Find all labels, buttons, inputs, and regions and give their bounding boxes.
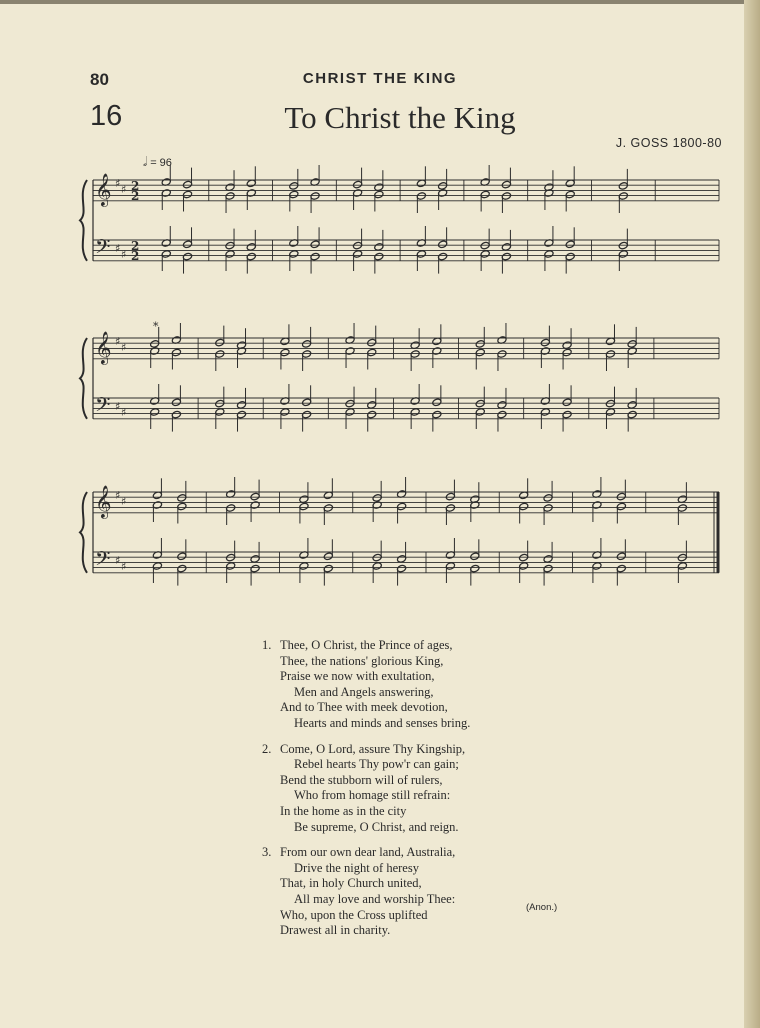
tempo-value: = 96 [150,157,172,169]
verse-line: Drive the night of heresy [294,860,419,875]
sharp-icon: ♯ [115,335,121,348]
section-title: CHRIST THE KING [302,70,458,87]
verse-line: All may love and worship Thee: [294,891,456,906]
verse-line: That, in holy Church united, [280,876,422,891]
verse-line: Hearts and minds and senses bring. [294,715,471,730]
verse-line: Thee, the nations' glorious King, [280,653,444,668]
verse-line: And to Thee with meek devotion, [280,700,448,715]
verse-number: 2. [262,741,272,756]
sharp-icon: ♯ [121,560,127,573]
verse-3 [262,845,470,939]
sharp-icon: ♯ [121,495,127,508]
brace [80,492,87,573]
time-signature: 2 [131,179,140,193]
sharp-icon: ♯ [121,406,127,419]
music-system-2 [0,318,760,448]
time-signature: 2 [131,249,140,263]
hymn-number: 16 [90,100,123,132]
brace [80,180,87,261]
hymn-title: To Christ the King [284,100,516,135]
sharp-icon: ♯ [121,341,127,354]
sharp-icon: ♯ [121,248,127,261]
verse-line: Bend the stubborn will of rulers, [280,772,443,787]
verse-line: Rebel hearts Thy pow'r can gain; [294,757,459,772]
verse-line: Be supreme, O Christ, and reign. [294,819,459,834]
sharp-icon: ♯ [115,177,121,190]
verse-line: Who, upon the Cross uplifted [280,907,428,922]
time-signature: 2 [131,189,140,203]
composer-credit: J. GOSS 1800-80 [615,136,722,150]
half-note-icon: 𝅗𝅥 [143,154,148,169]
sharp-icon: ♯ [115,554,121,567]
brace [80,338,87,419]
verse-line: Drawest all in charity. [280,923,391,938]
verse-number: 3. [262,845,272,860]
page-top-edge [0,0,760,4]
treble-clef-icon: 𝄞 [95,173,112,206]
time-signature: 2 [131,239,140,253]
hymn-verses [262,638,471,949]
verse-line: Who from homage still refrain: [294,788,451,803]
breath-marker: * [153,320,159,333]
bass-clef-icon: 𝄢 [95,393,111,421]
verse-line: 1. Thee, O Christ, the Prince of ages, [262,638,453,652]
verse-line: Men and Angels answering, [294,684,434,699]
attribution: (Anon.) [526,902,558,913]
sharp-icon: ♯ [115,489,121,502]
sharp-icon: ♯ [115,400,121,413]
page-number: 80 [90,70,109,89]
verse-number: 1. [262,638,272,652]
sharp-icon: ♯ [115,242,121,255]
verse-1 [262,638,471,732]
sharp-icon: ♯ [121,183,127,196]
treble-clef-icon: 𝄞 [95,485,112,518]
bass-clef-icon: 𝄢 [95,235,111,263]
verse-line: Praise we now with exultation, [280,669,435,684]
music-system-1 [0,160,760,290]
treble-clef-icon: 𝄞 [95,331,112,364]
music-system-3 [0,472,760,602]
verse-line: In the home as in the city [280,803,407,818]
verse-line: 2. Come, O Lord, assure Thy Kingship, [262,741,466,756]
verse-2 [262,741,470,836]
bass-clef-icon: 𝄢 [95,547,111,575]
verse-line: 3. From our own dear land, Australia, [262,845,456,860]
